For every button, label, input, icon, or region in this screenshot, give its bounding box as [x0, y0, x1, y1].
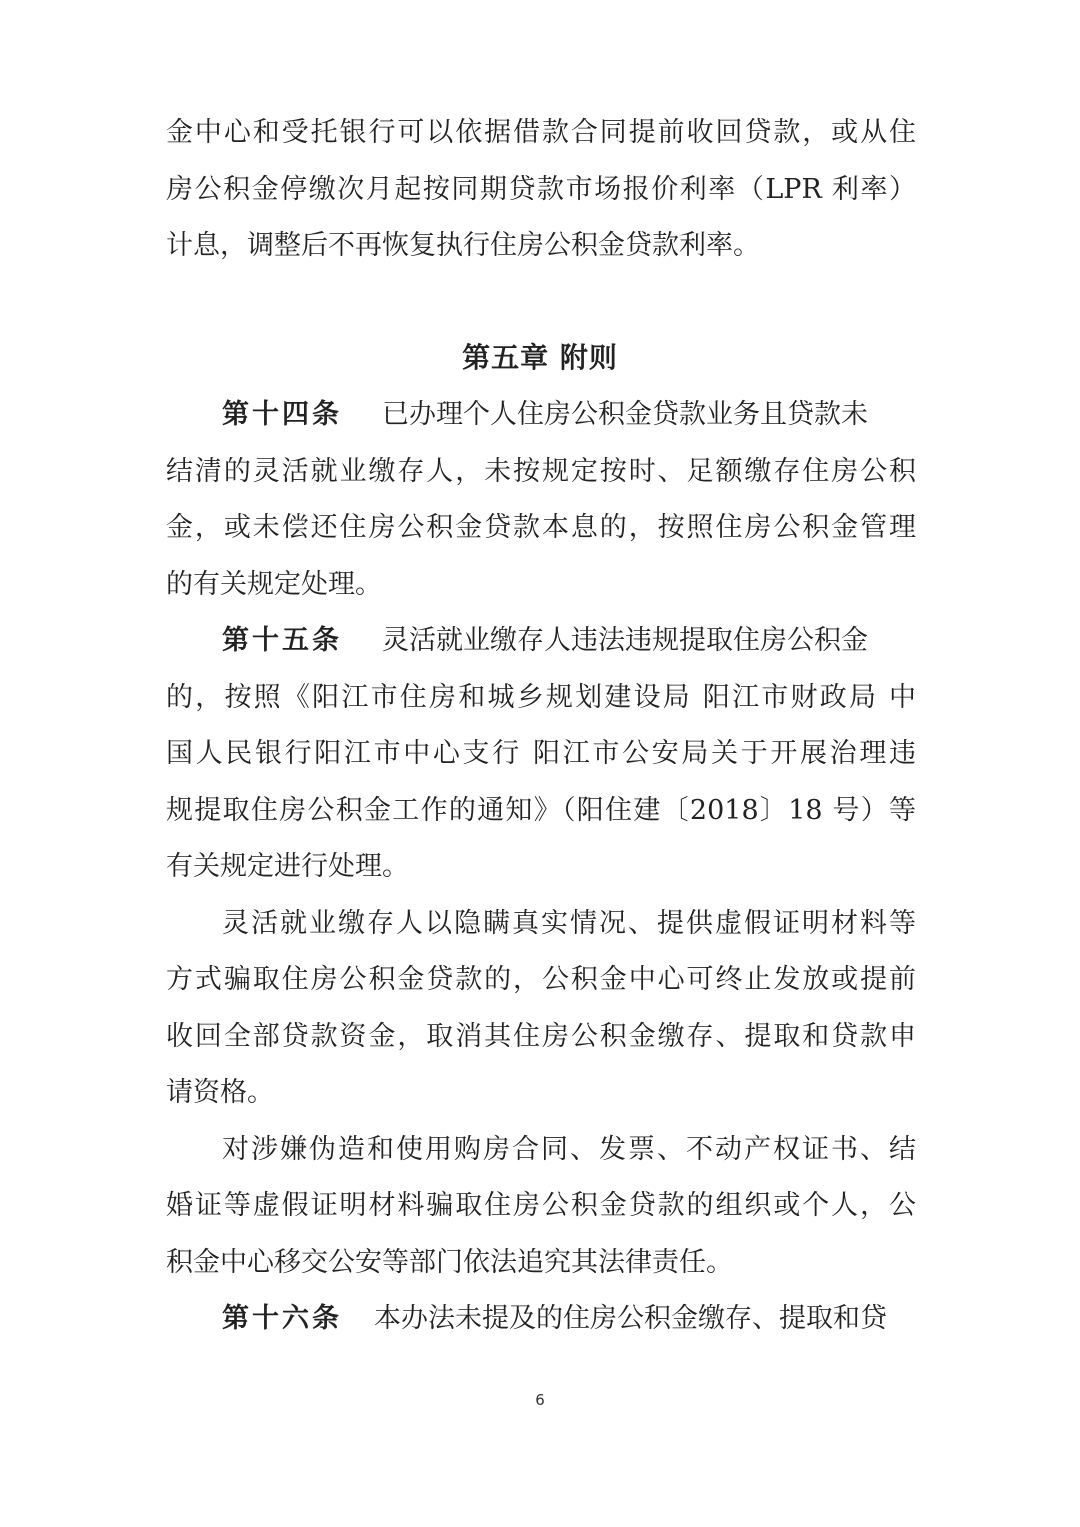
article-14-first-line: [222, 395, 916, 435]
chapter-title: 第五章 附则: [462, 341, 618, 374]
paragraph-line: 婚证等虚假证明材料骗取住房公积金贷款的组织或个人，公: [166, 1190, 916, 1221]
page-number: 6: [535, 1391, 545, 1409]
paragraph-line: 房公积金停缴次月起按同期贷款市场报价利率（LPR 利率）: [166, 174, 916, 205]
paragraph-line: 对涉嫌伪造和使用购房合同、发票、不动产权证书、结: [222, 1134, 916, 1165]
paragraph-line: 金中心和受托银行可以依据借款合同提前收回贷款，或从住: [166, 117, 916, 148]
article-15-label: 第十五条: [222, 625, 342, 656]
paragraph-line: 规提取住房公积金工作的通知》（阳住建〔2018〕18 号）等: [166, 795, 916, 826]
paragraph-line: 结清的灵活就业缴存人，未按规定按时、足额缴存住房公积: [166, 456, 916, 487]
paragraph-line: 方式骗取住房公积金贷款的，公积金中心可终止发放或提前: [166, 964, 916, 995]
article-16-text: 本办法未提及的住房公积金缴存、提取和贷: [374, 1303, 887, 1334]
paragraph-line: 国人民银行阳江市中心支行 阳江市公安局关于开展治理违: [166, 738, 916, 769]
article-16-label: 第十六条: [222, 1303, 342, 1334]
paragraph-line: 灵活就业缴存人以隐瞒真实情况、提供虚假证明材料等: [222, 908, 916, 939]
paragraph-line: 计息，调整后不再恢复执行住房公积金贷款利率。: [166, 230, 760, 261]
article-14-label: 第十四条: [222, 399, 342, 430]
paragraph-line: 的，按照《阳江市住房和城乡规划建设局 阳江市财政局 中: [166, 682, 916, 713]
paragraph-line: 请资格。: [166, 1077, 274, 1108]
paragraph-line: 的有关规定处理。: [166, 569, 382, 600]
paragraph-line: 积金中心移交公安等部门依法追究其法律责任。: [166, 1247, 733, 1278]
paragraph-line: 金，或未偿还住房公积金贷款本息的，按照住房公积金管理: [166, 512, 916, 543]
paragraph-line: 有关规定进行处理。: [166, 851, 409, 882]
article-14-text: 已办理个人住房公积金贷款业务且贷款未: [382, 399, 868, 430]
article-15-first-line: [222, 621, 916, 661]
article-16-first-line: [222, 1299, 916, 1339]
article-15-text: 灵活就业缴存人违法违规提取住房公积金: [382, 625, 868, 656]
paragraph-line: 收回全部贷款资金，取消其住房公积金缴存、提取和贷款申: [166, 1021, 916, 1052]
